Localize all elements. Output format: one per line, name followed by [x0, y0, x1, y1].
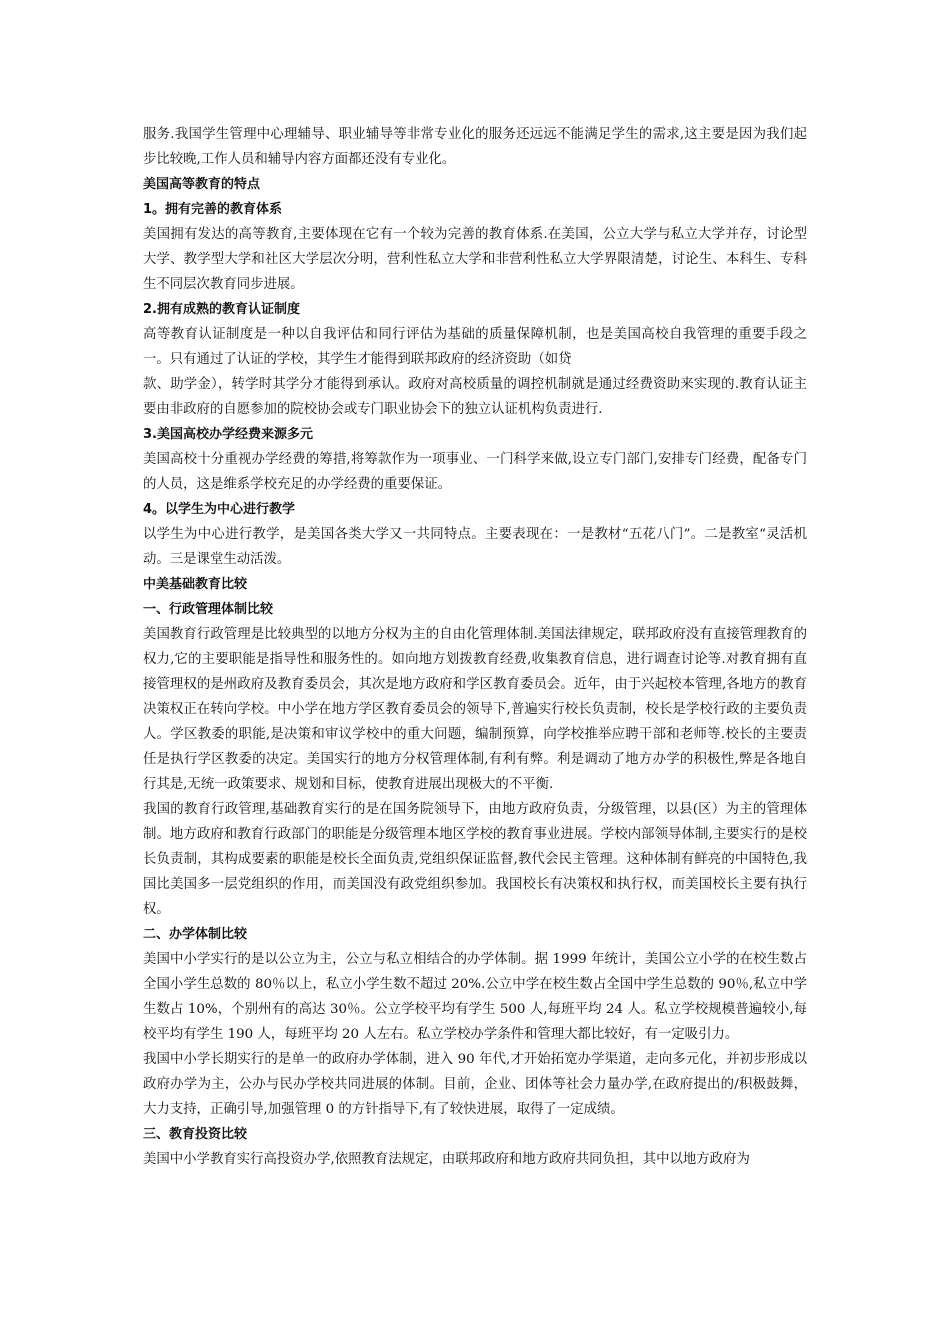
subsection-heading: 2.拥有成熟的教育认证制度: [143, 302, 300, 317]
paragraph: 服务.我国学生管理中心理辅导、职业辅导等非常专业化的服务还远远不能满足学生的需求,这主要是因为我们起步比较晚,工作人员和辅导内容方面都还没有专业化。: [143, 127, 807, 167]
subsection-heading: 1。拥有完善的教育体系: [143, 202, 283, 217]
paragraph: 美国中小学教育实行高投资办学,依照教育法规定，由联邦政府和地方政府共同负担，其中以地方政府为: [143, 1152, 750, 1167]
paragraph: 美国教育行政管理是比较典型的以地方分权为主的自由化管理体制.美国法律规定，联邦政府没有直接管理教育的权力,它的主要职能是指导性和服务性的。如向地方划拨教育经费,收集教育信息，进行调查讨论等.对教育拥有直接管理权的是州政府及教育委员会，其次是地方政府和学区教育委员会。近年，由于兴起校本管理,各地方的教育决策权正在转向学校。中小学在地方学区教育委员会的领导下,普遍实行校长负责制，校长是学校行政的主要负责人。学区教委的职能,是决策和审议学校中的重大问题，编制预算，向学校推举应聘干部和老师等.校长的主要责任是执行学区教委的决定。美国实行的地方分权管理体制,有利有弊。利是调动了地方办学的积极性,弊是各地自行其是,无统一政策要求、规划和目标，使教育进展出现极大的不平衡.: [143, 627, 807, 792]
paragraph: 美国拥有发达的高等教育,主要体现在它有一个较为完善的教育体系.在美国，公立大学与私立大学并存，讨论型大学、教学型大学和社区大学层次分明，营利性私立大学和非营利性私立大学界限清楚，讨论生、本科生、专科生不同层次教育同步进展。: [143, 227, 807, 292]
subsection-heading: 三、教育投资比较: [143, 1127, 248, 1142]
paragraph: 美国中小学实行的是以公立为主，公立与私立相结合的办学体制。据 1999 年统计，美国公立小学的在校生数占全国小学生总数的 80％以上，私立小学生数不超过 20%.公立中学在校生数占全国中学生总数的 90％,私立中学生数占 10%，个别州有的高达 30％。公立学校平均有学生 500 人,每班平均 24 人。私立学校规模普遍较小,每校平均有学生 190 人，每班平均 20 人左右。私立学校办学条件和管理大都比较好，有一定吸引力。: [143, 952, 807, 1042]
subsection-heading: 3.美国高校办学经费来源多元: [143, 427, 313, 442]
subsection-heading: 4。以学生为中心进行教学: [143, 502, 296, 517]
subsection-heading: 一、行政管理体制比较: [143, 602, 274, 617]
paragraph: 高等教育认证制度是一种以自我评估和同行评估为基础的质量保障机制，也是美国高校自我管理的重要手段之一。只有通过了认证的学校，其学生才能得到联邦政府的经济资助（如贷: [143, 327, 807, 367]
paragraph: 以学生为中心进行教学，是美国各类大学又一共同特点。主要表现在：一是教材“五花八门”。二是教室“灵活机动。三是课堂生动活泼。: [143, 527, 807, 567]
section-heading: 美国高等教育的特点: [143, 177, 261, 192]
document-body: [143, 122, 807, 1172]
section-heading: 中美基础教育比较: [143, 577, 248, 592]
paragraph: 我国中小学长期实行的是单一的政府办学体制，进入 90 年代,才开始拓宽办学渠道，走向多元化，并初步形成以政府办学为主，公办与民办学校共同进展的体制。目前，企业、团体等社会力量办学,在政府提出的/积极鼓舞，大力支持，正确引导,加强管理 0 的方针指导下,有了较快进展，取得了一定成绩。: [143, 1052, 807, 1117]
paragraph: 美国高校十分重视办学经费的筹措,将筹款作为一项事业、一门科学来做,设立专门部门,安排专门经费，配备专门的人员，这是维系学校充足的办学经费的重要保证。: [143, 452, 807, 492]
paragraph: 我国的教育行政管理,基础教育实行的是在国务院领导下，由地方政府负责，分级管理，以县(区）为主的管理体制。地方政府和教育行政部门的职能是分级管理本地区学校的教育事业进展。学校内部领导体制,主要实行的是校长负责制，其构成要素的职能是校长全面负责,党组织保证监督,教代会民主管理。这种体制有鲜亮的中国特色,我国比美国多一层党组织的作用，而美国没有政党组织参加。我国校长有决策权和执行权，而美国校长主要有执行权。: [143, 802, 807, 917]
subsection-heading: 二、办学体制比较: [143, 927, 248, 942]
paragraph: 款、助学金），转学时其学分才能得到承认。政府对高校质量的调控机制就是通过经费资助来实现的.教育认证主要由非政府的自愿参加的院校协会或专门职业协会下的独立认证机构负责进行.: [143, 377, 807, 417]
